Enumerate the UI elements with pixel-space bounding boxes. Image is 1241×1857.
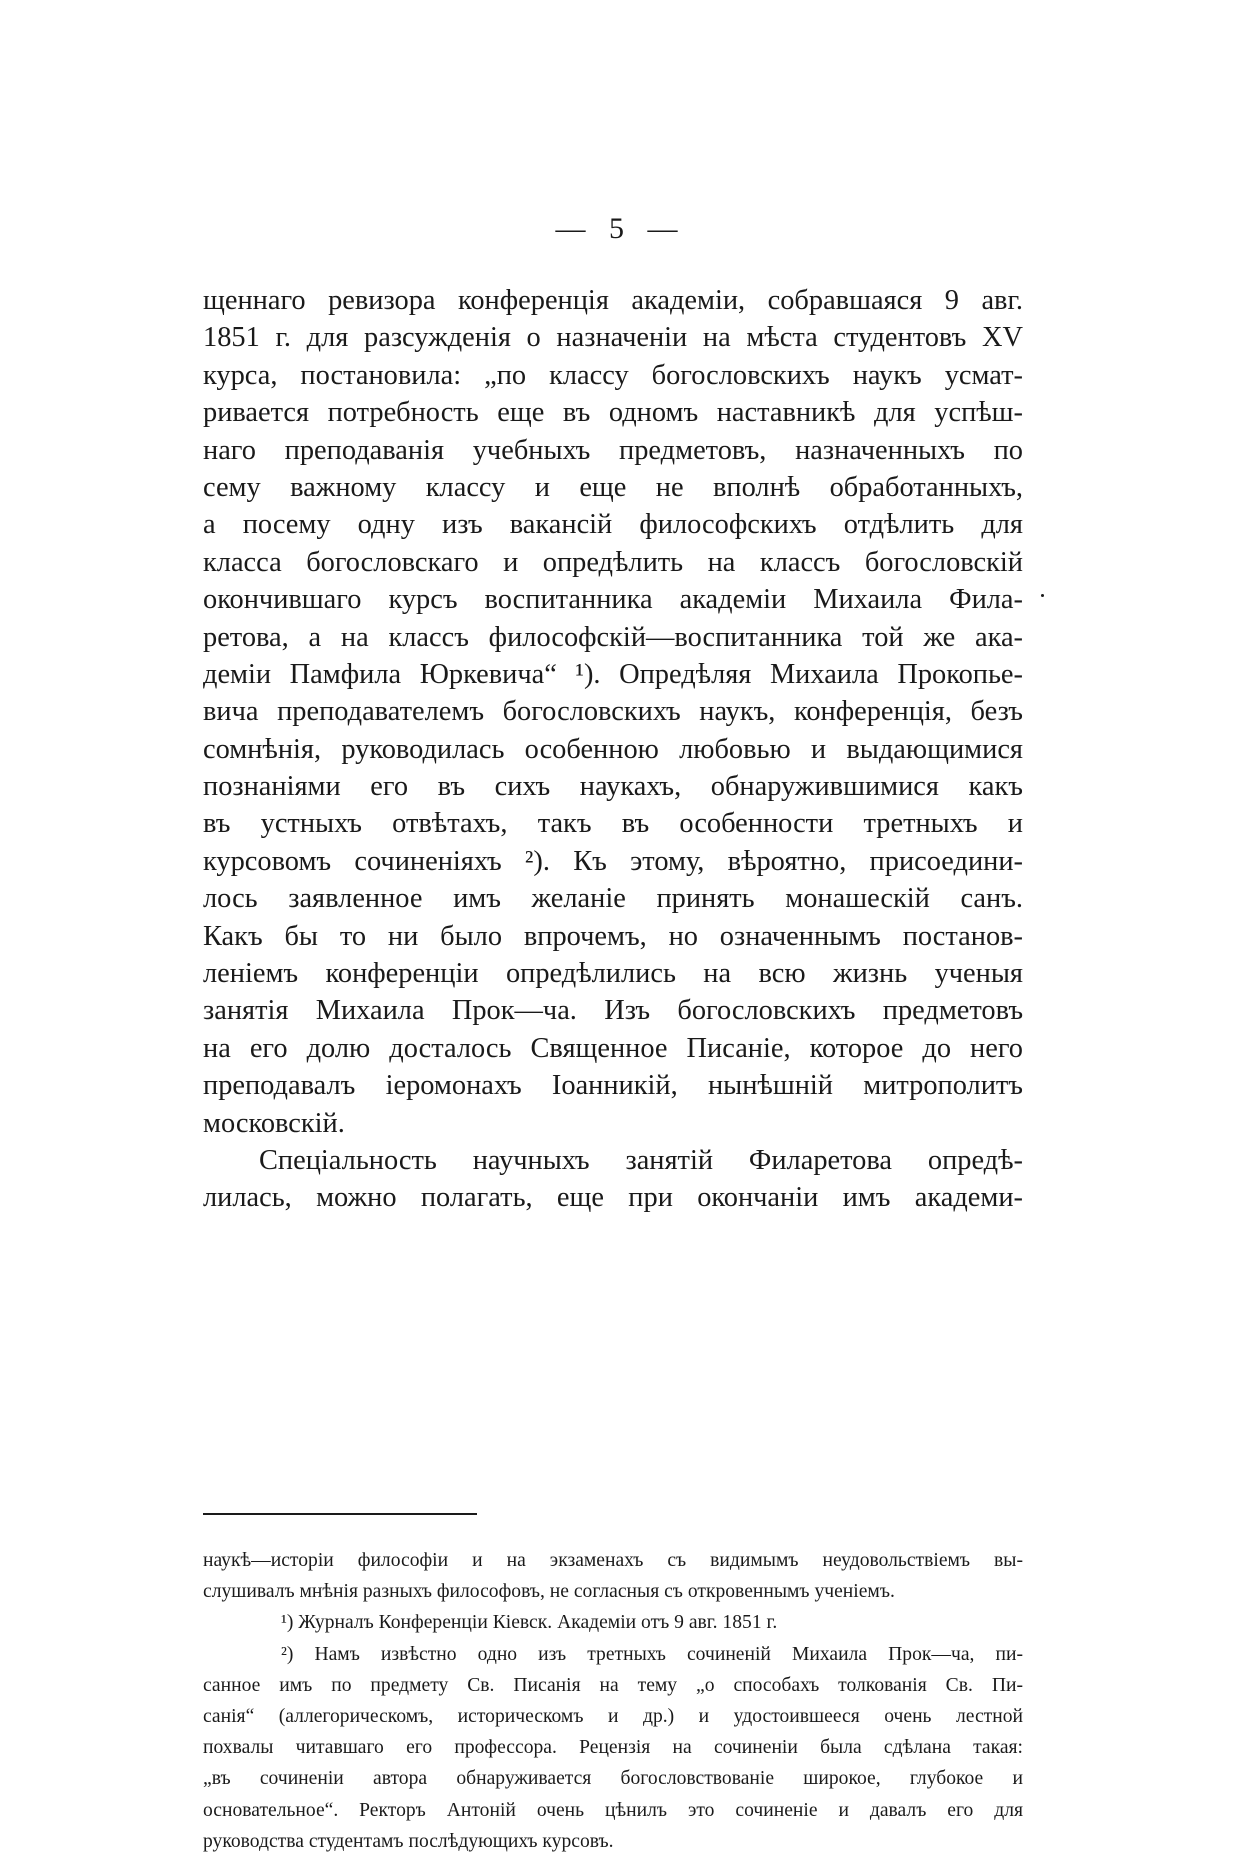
text-line: леніемъ конференціи опредѣлились на всю жизнь ученыя	[203, 958, 1023, 990]
footnote-line: наукѣ—исторіи философіи и на экзаменахъ съ видимымъ неудовольствіемъ вы-	[203, 1550, 1023, 1571]
footnotes	[203, 1545, 1023, 1857]
page-number: — 5 —	[555, 212, 686, 245]
text-line: лось заявленное имъ желаніе принять монашескій санъ.	[203, 883, 1023, 915]
text-line: преподавалъ іеромонахъ Іоанникій, нынѣшній митрополитъ	[203, 1070, 1023, 1102]
text-line: курсовомъ сочиненіяхъ ²). Къ этому, вѣроятно, присоедини-	[203, 845, 1023, 877]
text-line: сему важному классу и еще не вполнѣ обработанныхъ,	[203, 471, 1023, 503]
footnote-separator	[203, 1513, 477, 1515]
footnote-line: санное имъ по предмету Св. Писанія на тему „о способахъ толкованія Св. Пи-	[203, 1674, 1023, 1696]
text-line: курса, постановила: „по классу богословскихъ наукъ усмат-	[203, 359, 1023, 391]
text-line: въ устныхъ отвѣтахъ, такъ въ особенности третныхъ и	[203, 808, 1023, 840]
text-line: московскій.	[203, 1107, 345, 1139]
text-line: ривается потребность еще въ одномъ наставникѣ для успѣш-	[203, 397, 1023, 429]
text-line: на его долю досталось Священное Писаніе, которое до него	[203, 1032, 1023, 1064]
text-line: вича преподавателемъ богословскихъ наукъ, конференція, безъ	[203, 696, 1023, 728]
footnote-line: руководства студентамъ послѣдующихъ курсовъ.	[203, 1830, 614, 1852]
footnote-line: основательное“. Ректоръ Антоній очень цѣнилъ это сочиненіе и давалъ его для	[203, 1799, 1023, 1821]
footnote-line: ¹) Журналъ Конференціи Кіевск. Академіи отъ 9 авг. 1851 г.	[281, 1612, 778, 1634]
footnote-line: похвалы читавшаго его профессора. Рецензія на сочиненіи была сдѣлана такая:	[203, 1737, 1023, 1759]
footnote-line: слушивалъ мнѣнія разныхъ философовъ, не согласныя съ откровеннымъ ученіемъ.	[203, 1581, 895, 1603]
text-line: занятія Михаила Прок—ча. Изъ богословскихъ предметовъ	[203, 995, 1023, 1027]
text-line: познаніями его въ сихъ наукахъ, обнаружившимися какъ	[203, 771, 1023, 803]
margin-mark	[1041, 594, 1044, 597]
text-line: класса богословскаго и опредѣлить на классъ богословскій	[203, 546, 1023, 578]
text-line: наго преподаванія учебныхъ предметовъ, назначенныхъ по	[203, 434, 1023, 466]
footnote-line: „въ сочиненіи автора обнаруживается богословствованіе широкое, глубокое и	[203, 1768, 1023, 1790]
footnote-line: санія“ (аллегорическомъ, историческомъ и др.) и удостоившееся очень лестной	[203, 1705, 1023, 1727]
text-line: 1851 г. для разсужденія о назначеніи на мѣста студентовъ XV	[203, 322, 1023, 354]
text-line: деміи Памфила Юркевича“ ¹). Опредѣляя Михаила Прокопье-	[203, 658, 1023, 690]
text-line: ретова, а на классъ философскій—воспитанника той же ака-	[203, 621, 1023, 653]
footnote-line: ²) Намъ извѣстно одно изъ третныхъ сочиненій Михаила Прок—ча, пи-	[281, 1643, 1023, 1665]
text-line: окончившаго курсъ воспитанника академіи Михаила Фила-	[203, 584, 1023, 616]
text-line: сомнѣнія, руководилась особенною любовью и выдающимися	[203, 733, 1023, 765]
text-line: а посему одну изъ вакансій философскихъ отдѣлить для	[203, 509, 1023, 541]
main-text	[203, 282, 1023, 1217]
text-line: Какъ бы то ни было впрочемъ, но означеннымъ постанов-	[203, 920, 1023, 952]
text-line: Спеціальность научныхъ занятій Филаретова опредѣ-	[259, 1144, 1023, 1176]
text-line: лилась, можно полагать, еще при окончаніи имъ академи-	[203, 1182, 1023, 1214]
text-line: щеннаго ревизора конференція академіи, собравшаяся 9 авг.	[203, 285, 1023, 316]
